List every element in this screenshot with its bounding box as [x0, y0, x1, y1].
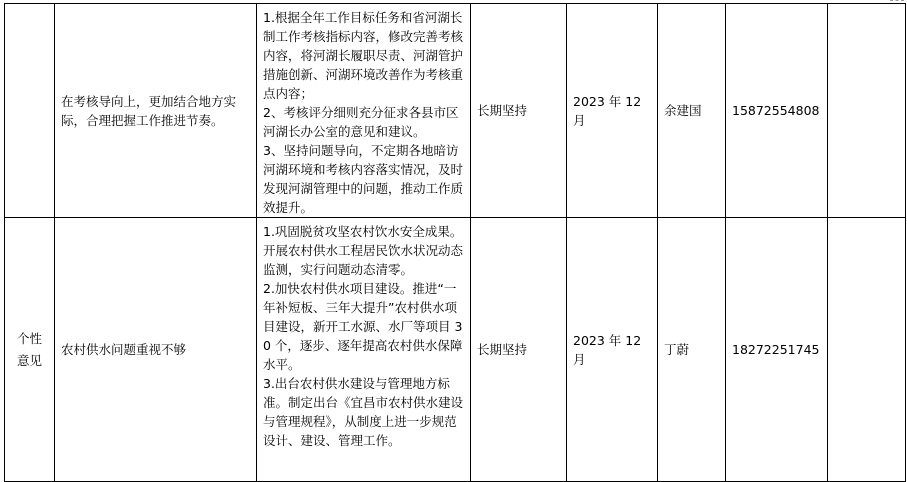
table-row — [5, 218, 906, 482]
deadline-cell: 2023 年 12 月 — [567, 4, 658, 218]
measure-item: 2、考核评分细则充分征求各县市区河湖长办公室的意见和建议。 — [263, 105, 459, 139]
measure-item: 3、坚持问题导向，不定期各地暗访河湖环境和考核内容落实情况，及时发现河湖管理中的问题，推动工作质效提升。 — [263, 143, 464, 215]
person-cell: 丁蔚 — [658, 218, 726, 482]
measure-item: 1.根据全年工作目标任务和省河湖长制工作考核指标内容，修改完善考核内容，将河湖长履职尽责、河湖管护措施创新、河湖环境改善作为考核重点内容； — [263, 10, 464, 101]
duration-cell: 长期坚持 — [471, 4, 567, 218]
person-cell: 余建国 — [658, 4, 726, 218]
measures-cell — [257, 218, 471, 482]
issue-cell: 在考核导向上，更加结合地方实际，合理把握工作推进节奏。 — [55, 4, 257, 218]
measure-item: 3.出台农村供水建设与管理地方标准。制定出台《宜昌市农村供水建设与管理规程》，从制度上进一步规范设计、建设、管理工作。 — [263, 376, 464, 448]
deadline-cell: 2023 年 12 月 — [567, 218, 658, 482]
category-line: 意见 — [16, 352, 42, 368]
measure-item: 1.巩固脱贫攻坚农村饮水安全成果。开展农村供水工程居民饮水状况动态监测，实行问题动态清零。 — [263, 224, 464, 277]
duration-cell: 长期坚持 — [471, 218, 567, 482]
category-line: 个性 — [16, 330, 42, 346]
phone-cell: 18272251745 — [726, 218, 828, 482]
table-row — [5, 4, 906, 218]
rectification-table — [4, 3, 906, 482]
corner-dash-decoration — [890, 0, 904, 1]
measure-item: 2.加快农村供水项目建设。推进“一年补短板、三年大提升”农村供水项目建设，新开工水源、水厂等项目 30 个，逐步、逐年提高农村供水保障水平。 — [263, 281, 463, 372]
issue-cell: 农村供水问题重视不够 — [55, 218, 257, 482]
category-cell — [5, 4, 55, 218]
measures-cell — [257, 4, 471, 218]
category-cell — [5, 218, 55, 482]
remark-cell — [828, 4, 906, 218]
phone-cell: 15872554808 — [726, 4, 828, 218]
remark-cell — [828, 218, 906, 482]
